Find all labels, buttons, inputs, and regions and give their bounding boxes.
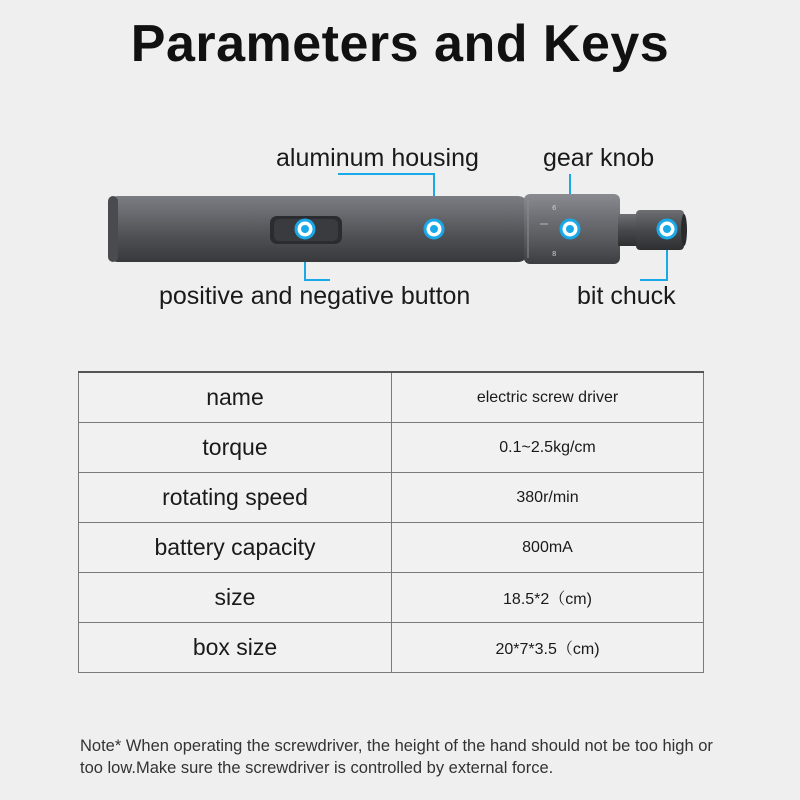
svg-text:6: 6 bbox=[552, 204, 557, 212]
table-row bbox=[79, 473, 704, 523]
spec-key: torque bbox=[79, 423, 392, 473]
svg-text:8: 8 bbox=[552, 250, 557, 258]
spec-key: battery capacity bbox=[79, 523, 392, 573]
spec-key: rotating speed bbox=[79, 473, 392, 523]
table-row bbox=[79, 372, 704, 423]
spec-value: 0.1~2.5kg/cm bbox=[392, 423, 704, 473]
table-row bbox=[79, 623, 704, 673]
spec-value: 20*7*3.5（cm) bbox=[392, 623, 704, 673]
spec-key: size bbox=[79, 573, 392, 623]
table-row bbox=[79, 523, 704, 573]
usage-note: Note* When operating the screwdriver, the height of the hand should not be too high or too low.Make sure the screwdriver is controlled by external force. bbox=[80, 737, 713, 777]
gear-knob-label: gear knob bbox=[543, 144, 655, 172]
spec-key: box size bbox=[79, 623, 392, 673]
spec-value: 18.5*2（cm) bbox=[392, 573, 704, 623]
spec-value: 380r/min bbox=[392, 473, 704, 523]
positive-negative-button-label: positive and negative button bbox=[159, 282, 471, 310]
spec-value: electric screw driver bbox=[392, 372, 704, 423]
table-row bbox=[79, 573, 704, 623]
aluminum-housing-label: aluminum housing bbox=[276, 144, 479, 172]
page-title: Parameters and Keys bbox=[130, 15, 670, 73]
table-row bbox=[79, 423, 704, 473]
spec-table bbox=[78, 371, 704, 673]
bit-chuck-label: bit chuck bbox=[577, 282, 676, 310]
spec-value: 800mA bbox=[392, 523, 704, 573]
spec-key: name bbox=[79, 372, 392, 423]
